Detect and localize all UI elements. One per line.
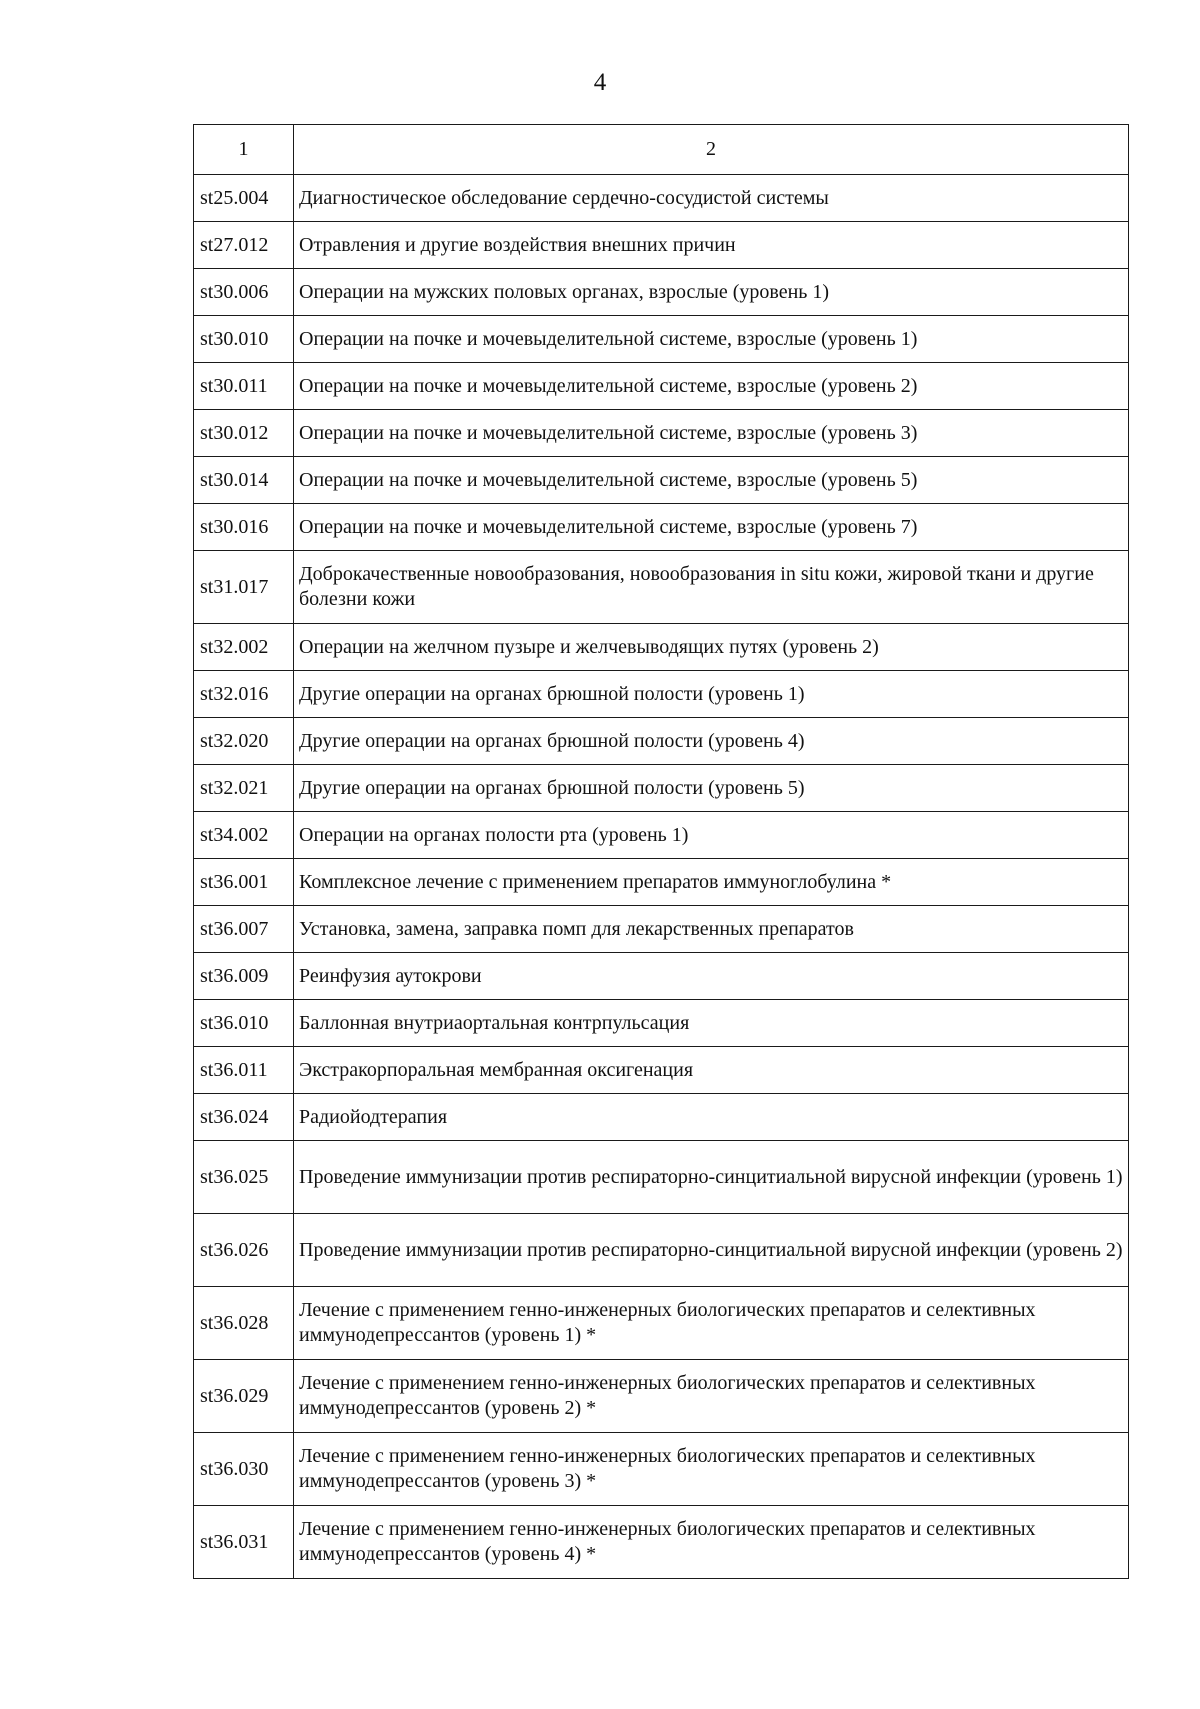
row-code: st36.030 (194, 1433, 294, 1506)
row-code: st34.002 (194, 812, 294, 859)
row-code: st32.002 (194, 624, 294, 671)
row-code: st27.012 (194, 222, 294, 269)
row-code: st36.001 (194, 859, 294, 906)
row-name: Реинфузия аутокрови (294, 953, 1129, 1000)
row-name: Проведение иммунизации против респираторно-синцитиальной вирусной инфекции (уровень 2) (294, 1214, 1129, 1287)
table-row (194, 812, 1129, 859)
row-name: Операции на мужских половых органах, взрослые (уровень 1) (294, 269, 1129, 316)
table-row (194, 859, 1129, 906)
table-row (194, 718, 1129, 765)
table-row (194, 457, 1129, 504)
row-name: Другие операции на органах брюшной полости (уровень 1) (294, 671, 1129, 718)
row-name: Баллонная внутриаортальная контрпульсация (294, 1000, 1129, 1047)
table-row (194, 953, 1129, 1000)
row-name: Операции на почке и мочевыделительной системе, взрослые (уровень 5) (294, 457, 1129, 504)
row-code: st36.010 (194, 1000, 294, 1047)
row-code: st30.014 (194, 457, 294, 504)
table-row (194, 269, 1129, 316)
row-code: st30.016 (194, 504, 294, 551)
row-name: Другие операции на органах брюшной полости (уровень 4) (294, 718, 1129, 765)
table-row (194, 1287, 1129, 1360)
column-header-2: 2 (294, 125, 1129, 175)
table-header-row (194, 125, 1129, 175)
row-name: Операции на желчном пузыре и желчевыводящих путях (уровень 2) (294, 624, 1129, 671)
row-name: Комплексное лечение с применением препаратов иммуноглобулина * (294, 859, 1129, 906)
row-name: Лечение с применением генно-инженерных биологических препаратов и селективных иммунодепрессантов (уровень 4) * (294, 1506, 1129, 1579)
row-name: Доброкачественные новообразования, новообразования in situ кожи, жировой ткани и другие болезни кожи (294, 551, 1129, 624)
row-name: Радиойодтерапия (294, 1094, 1129, 1141)
csg-codes-table (193, 124, 1129, 1579)
table-row (194, 504, 1129, 551)
row-code: st32.016 (194, 671, 294, 718)
table-row (194, 363, 1129, 410)
row-code: st36.028 (194, 1287, 294, 1360)
table-row (194, 1047, 1129, 1094)
row-name: Лечение с применением генно-инженерных биологических препаратов и селективных иммунодепрессантов (уровень 1) * (294, 1287, 1129, 1360)
row-code: st36.026 (194, 1214, 294, 1287)
table-row (194, 624, 1129, 671)
row-name: Отравления и другие воздействия внешних причин (294, 222, 1129, 269)
row-code: st36.011 (194, 1047, 294, 1094)
row-name: Операции на почке и мочевыделительной системе, взрослые (уровень 1) (294, 316, 1129, 363)
table-row (194, 1000, 1129, 1047)
table-row (194, 551, 1129, 624)
row-code: st31.017 (194, 551, 294, 624)
row-code: st32.021 (194, 765, 294, 812)
row-name: Установка, замена, заправка помп для лекарственных препаратов (294, 906, 1129, 953)
table-row (194, 1141, 1129, 1214)
table-row (194, 1506, 1129, 1579)
row-code: st30.006 (194, 269, 294, 316)
table-row (194, 671, 1129, 718)
row-code: st32.020 (194, 718, 294, 765)
row-name: Операции на почке и мочевыделительной системе, взрослые (уровень 7) (294, 504, 1129, 551)
table-row (194, 1214, 1129, 1287)
table-row (194, 410, 1129, 457)
row-name: Экстракорпоральная мембранная оксигенация (294, 1047, 1129, 1094)
row-name: Другие операции на органах брюшной полости (уровень 5) (294, 765, 1129, 812)
table-row (194, 1433, 1129, 1506)
row-name: Операции на почке и мочевыделительной системе, взрослые (уровень 2) (294, 363, 1129, 410)
table-row (194, 906, 1129, 953)
row-code: st36.009 (194, 953, 294, 1000)
row-code: st36.007 (194, 906, 294, 953)
table-row (194, 765, 1129, 812)
table-row (194, 1360, 1129, 1433)
row-code: st30.012 (194, 410, 294, 457)
row-code: st36.031 (194, 1506, 294, 1579)
row-code: st30.011 (194, 363, 294, 410)
row-name: Лечение с применением генно-инженерных биологических препаратов и селективных иммунодепрессантов (уровень 3) * (294, 1433, 1129, 1506)
row-name: Операции на почке и мочевыделительной системе, взрослые (уровень 3) (294, 410, 1129, 457)
table-row (194, 1094, 1129, 1141)
row-code: st25.004 (194, 175, 294, 222)
row-name: Диагностическое обследование сердечно-сосудистой системы (294, 175, 1129, 222)
row-name: Проведение иммунизации против респираторно-синцитиальной вирусной инфекции (уровень 1) (294, 1141, 1129, 1214)
row-name: Операции на органах полости рта (уровень 1) (294, 812, 1129, 859)
page-number: 4 (593, 69, 607, 96)
row-code: st36.025 (194, 1141, 294, 1214)
table-row (194, 175, 1129, 222)
row-code: st30.010 (194, 316, 294, 363)
row-code: st36.024 (194, 1094, 294, 1141)
column-header-1: 1 (194, 125, 294, 175)
row-code: st36.029 (194, 1360, 294, 1433)
table-row (194, 316, 1129, 363)
table-row (194, 222, 1129, 269)
row-name: Лечение с применением генно-инженерных биологических препаратов и селективных иммунодепрессантов (уровень 2) * (294, 1360, 1129, 1433)
